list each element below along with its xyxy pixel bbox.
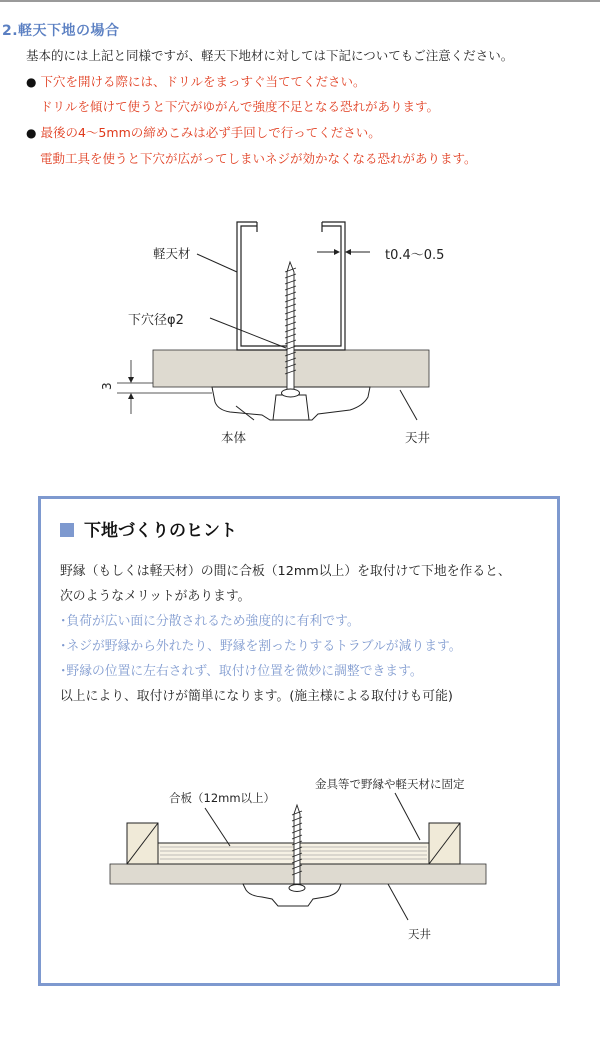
right-joist: [429, 823, 460, 864]
hint-point-2: ･ネジが野縁から外れたり、野縁を割ったりするトラブルが減ります。: [60, 639, 462, 654]
pilot-hole-label: 下穴径φ2: [128, 313, 184, 328]
hint-title-text: 下地づくりのヒント: [84, 521, 237, 541]
left-joist: [127, 823, 158, 864]
body-label: 本体: [221, 430, 247, 445]
bullet-main-text: 最後の4〜5mmの締めこみは必ず手回しで行ってください。: [40, 125, 381, 140]
plywood-board: [158, 843, 429, 864]
bullet-sub-text-1: ドリルを傾けて使うと下穴がゆがんで強度不足となる恐れがあります。: [40, 99, 440, 114]
section-title: 2.軽天下地の場合: [2, 23, 120, 39]
hint-point-3: ･野縁の位置に左右されず、取付け位置を微妙に調整できます。: [60, 664, 423, 679]
bullet-main-text: 下穴を開ける際には、ドリルをまっすぐ当ててください。: [40, 74, 366, 89]
dimension-3-label: 3: [100, 382, 114, 390]
hint-line-2: 次のようなメリットがあります。: [60, 589, 251, 604]
thickness-label: t0.4〜0.5: [385, 248, 445, 263]
bullet-dot-icon: ●: [26, 126, 37, 140]
hint-point-1: ･負荷が広い面に分散されるため強度的に有利です。: [60, 614, 360, 629]
intro-text: 基本的には上記と同様ですが、軽天下地材に対しては下記についてもご注意ください。: [26, 48, 514, 63]
keiten-label: 軽天材: [153, 246, 191, 261]
bullet-dot-icon: ●: [26, 75, 37, 89]
ceiling-label-2: 天井: [408, 927, 431, 941]
hint-conclusion: 以上により、取付けが簡単になります。(施主様による取付けも可能): [60, 689, 453, 704]
ceiling-label: 天井: [405, 430, 431, 445]
fixing-label: 金具等で野縁や軽天材に固定: [315, 777, 465, 791]
hint-line-1: 野縁（もしくは軽天材）の間に合板（12mm以上）を取付けて下地を作ると、: [60, 564, 511, 579]
plywood-label: 合板（12mm以上）: [169, 791, 276, 805]
bullet-sub-text-2: 電動工具を使うと下穴が広がってしまいネジが効かなくなる恐れがあります。: [40, 151, 477, 166]
